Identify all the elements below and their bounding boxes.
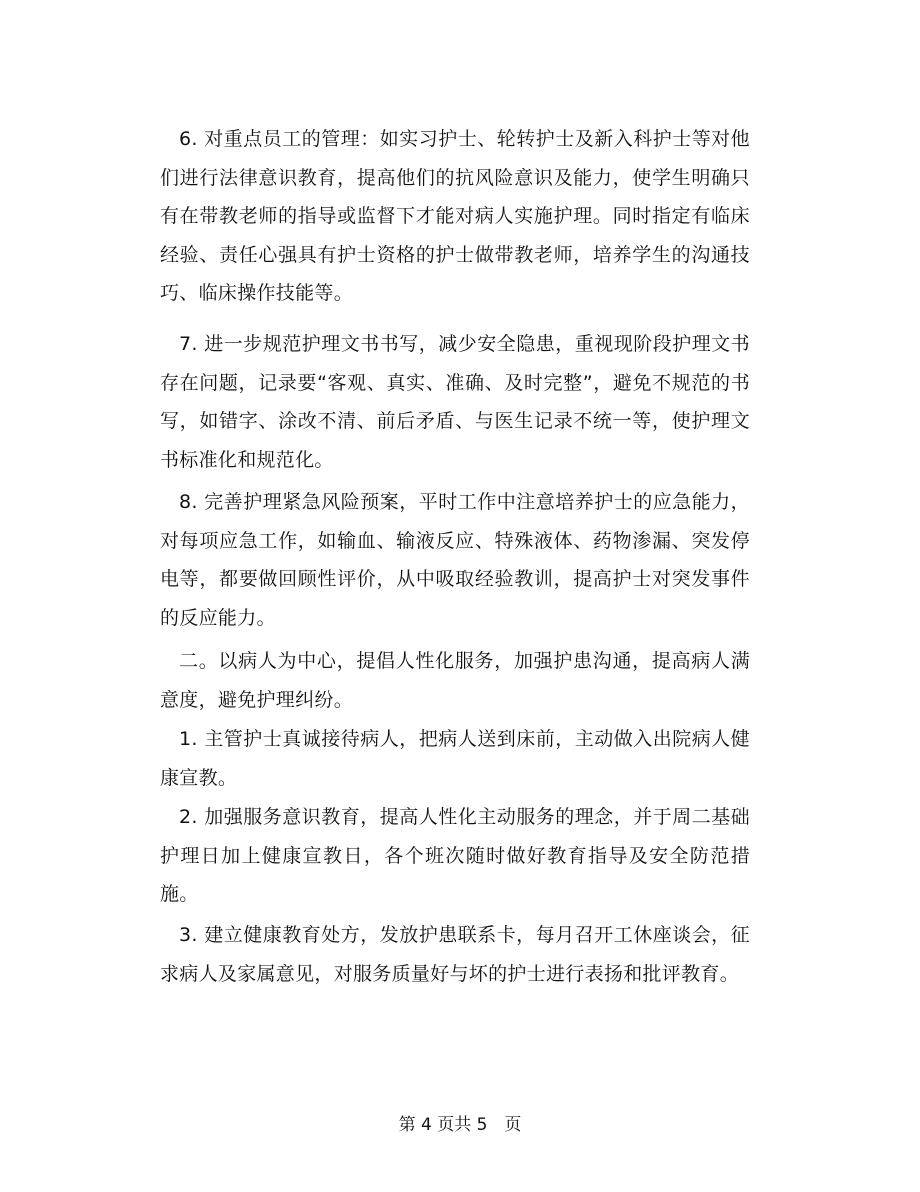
section-heading-two: 二。以病人为中心，提倡人性化服务，加强护患沟通，提高病人满意度，避免护理纠纷。 xyxy=(160,650,750,711)
paragraph-item-7: 7. 进一步规范护理文书书写，减少安全隐患，重视现阶段护理文书存在问题，记录要“客观、真实、准确、及时完整”，避免不规范的书写，如错字、涂改不清、前后矛盾、与医生记录不统一等，使护理文书标准化和规范化。 xyxy=(160,333,750,471)
paragraph-item-1: 1. 主管护士真诚接待病人，把病人送到床前，主动做入出院病人健康宣教。 xyxy=(160,728,750,789)
paragraph-item-2: 2. 加强服务意识教育，提高人性化主动服务的理念，并于周二基础护理日加上健康宣教日，各个班次随时做好教育指导及安全防范措施。 xyxy=(160,806,750,905)
page-number-label: 第 4 页共 5 页 xyxy=(398,1115,522,1135)
paragraph-item-3: 3. 建立健康教育处方，发放护患联系卡，每月召开工休座谈会，征求病人及家属意见，对服务质量好与坏的护士进行表扬和批评教育。 xyxy=(160,924,750,985)
paragraph-item-8: 8. 完善护理紧急风险预案，平时工作中注意培养护士的应急能力，对每项应急工作，如输血、输液反应、特殊液体、药物渗漏、突发停电等，都要做回顾性评价，从中吸取经验教训，提高护士对突发事件的反应能力。 xyxy=(160,491,750,629)
page-footer xyxy=(0,1114,920,1136)
paragraph-item-6: 6. 对重点员工的管理：如实习护士、轮转护士及新入科护士等对他们进行法律意识教育，提高他们的抗风险意识及能力，使学生明确只有在带教老师的指导或监督下才能对病人实施护理。同时指定有临床经验、责任心强具有护士资格的护士做带教老师，培养学生的沟通技巧、临床操作技能等。 xyxy=(160,128,750,304)
